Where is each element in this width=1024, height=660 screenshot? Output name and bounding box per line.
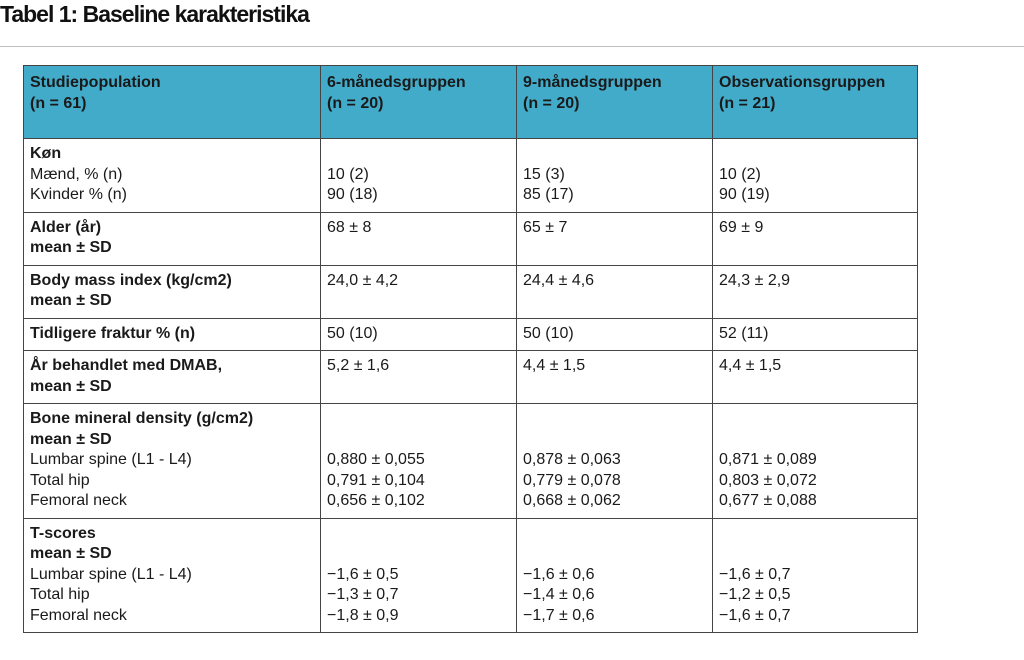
value-cell-6m: [321, 212, 517, 265]
header-cell-6-maaneder: [321, 66, 517, 139]
table-row-bmi: [24, 265, 918, 318]
cell-value: 10 (2): [327, 165, 369, 183]
cell-value: 85 (17): [523, 186, 574, 203]
value-cell-9m: [517, 404, 713, 519]
row-sublabel: Total hip: [30, 471, 90, 489]
row-label-cell: [24, 318, 321, 351]
header-n: (n = 61): [30, 94, 87, 112]
row-label: T-scores: [30, 524, 96, 542]
cell-value: 24,4 ± 4,6: [523, 271, 595, 289]
cell-value: 90 (19): [719, 186, 770, 203]
cell-value: 0,779 ± 0,078: [523, 471, 621, 489]
row-label-stat: mean ± SD: [30, 545, 112, 562]
row-label: Alder (år): [30, 218, 102, 236]
cell-value: 0,668 ± 0,062: [523, 492, 621, 509]
cell-value: 52 (11): [719, 324, 769, 342]
cell-value: 4,4 ± 1,5: [523, 357, 586, 374]
value-cell-9m: [517, 212, 713, 265]
header-n: (n = 20): [327, 94, 384, 112]
value-cell-6m: [321, 518, 517, 633]
cell-value: 0,656 ± 0,102: [327, 492, 425, 509]
row-label-cell: [24, 518, 321, 633]
cell-value: 90 (18): [327, 186, 378, 203]
row-sublabel: Total hip: [30, 586, 90, 603]
value-cell-6m: [321, 265, 517, 318]
row-label-stat: mean ± SD: [30, 377, 112, 395]
header-cell-studiepopulation: [24, 66, 321, 139]
row-label-cell: [24, 404, 321, 519]
header-n: (n = 21): [719, 94, 776, 112]
cell-value: 68 ± 8: [327, 218, 372, 236]
value-cell-9m: [517, 265, 713, 318]
header-cell-observation: [713, 66, 918, 139]
cell-value: −1,6 ± 0,5: [327, 565, 399, 583]
table-row-alder: [24, 212, 918, 265]
header-row: [24, 66, 918, 139]
value-cell-6m: [321, 351, 517, 404]
row-sublabel: Femoral neck: [30, 492, 127, 509]
cell-value: −1,8 ± 0,9: [327, 606, 399, 624]
header-label: Observationsgruppen: [719, 74, 886, 91]
row-label-stat: mean ± SD: [30, 292, 112, 309]
value-cell-6m: [321, 404, 517, 519]
cell-value: −1,6 ± 0,7: [719, 565, 791, 583]
cell-value: 4,4 ± 1,5: [719, 357, 782, 374]
title-divider: [0, 46, 1024, 47]
table-row-tscores: [24, 518, 918, 633]
value-cell-obs: [713, 265, 918, 318]
value-cell-6m: [321, 139, 517, 213]
header-label: Studiepopulation: [30, 74, 161, 91]
table-row-fraktur: [24, 318, 918, 351]
cell-value: −1,6 ± 0,7: [719, 606, 791, 624]
cell-value: −1,7 ± 0,6: [523, 606, 595, 624]
row-label-stat: mean ± SD: [30, 239, 112, 256]
row-sublabel: Femoral neck: [30, 606, 127, 624]
header-n: (n = 20): [523, 94, 580, 112]
cell-value: 0,677 ± 0,088: [719, 492, 817, 509]
header-cell-9-maaneder: [517, 66, 713, 139]
cell-value: −1,3 ± 0,7: [327, 586, 399, 603]
row-label-cell: [24, 212, 321, 265]
cell-value: 10 (2): [719, 165, 761, 183]
cell-value: 24,0 ± 4,2: [327, 271, 399, 289]
row-label-cell: [24, 351, 321, 404]
row-label: Tidligere fraktur % (n): [30, 324, 196, 342]
value-cell-6m: [321, 318, 517, 351]
value-cell-obs: [713, 318, 918, 351]
value-cell-9m: [517, 139, 713, 213]
table-row-bmd: [24, 404, 918, 519]
cell-value: −1,4 ± 0,6: [523, 586, 595, 603]
row-label: Bone mineral density (g/cm2): [30, 410, 254, 427]
value-cell-9m: [517, 351, 713, 404]
row-label: År behandlet med DMAB,: [30, 357, 223, 374]
row-label-cell: [24, 265, 321, 318]
header-label: 6-månedsgruppen: [327, 74, 466, 91]
cell-value: 24,3 ± 2,9: [719, 271, 791, 289]
row-sublabel: Kvinder % (n): [30, 186, 127, 203]
value-cell-9m: [517, 318, 713, 351]
cell-value: 69 ± 9: [719, 218, 764, 236]
header-label: 9-månedsgruppen: [523, 74, 662, 91]
value-cell-obs: [713, 351, 918, 404]
cell-value: 0,871 ± 0,089: [719, 451, 817, 468]
row-sublabel: Mænd, % (n): [30, 165, 123, 183]
value-cell-9m: [517, 518, 713, 633]
baseline-table: [23, 65, 918, 633]
cell-value: 0,791 ± 0,104: [327, 471, 425, 489]
cell-value: 50 (10): [327, 324, 378, 342]
value-cell-obs: [713, 404, 918, 519]
value-cell-obs: [713, 518, 918, 633]
row-label-stat: mean ± SD: [30, 430, 112, 448]
value-cell-obs: [713, 139, 918, 213]
cell-value: 5,2 ± 1,6: [327, 357, 390, 374]
table-row-dmab: [24, 351, 918, 404]
cell-value: 15 (3): [523, 165, 565, 183]
row-label: Body mass index (kg/cm2): [30, 271, 232, 289]
cell-value: 65 ± 7: [523, 218, 568, 236]
table-title: Tabel 1: Baseline karakteristika: [0, 1, 309, 27]
row-sublabel: Lumbar spine (L1 - L4): [30, 565, 192, 583]
cell-value: 0,803 ± 0,072: [719, 471, 817, 489]
cell-value: 0,880 ± 0,055: [327, 451, 425, 468]
row-label-cell: [24, 139, 321, 213]
value-cell-obs: [713, 212, 918, 265]
cell-value: 0,878 ± 0,063: [523, 451, 621, 468]
cell-value: −1,6 ± 0,6: [523, 565, 595, 583]
table-row-kon: [24, 139, 918, 213]
row-label: Køn: [30, 145, 62, 162]
cell-value: 50 (10): [523, 324, 574, 342]
row-sublabel: Lumbar spine (L1 - L4): [30, 451, 192, 468]
cell-value: −1,2 ± 0,5: [719, 586, 791, 603]
